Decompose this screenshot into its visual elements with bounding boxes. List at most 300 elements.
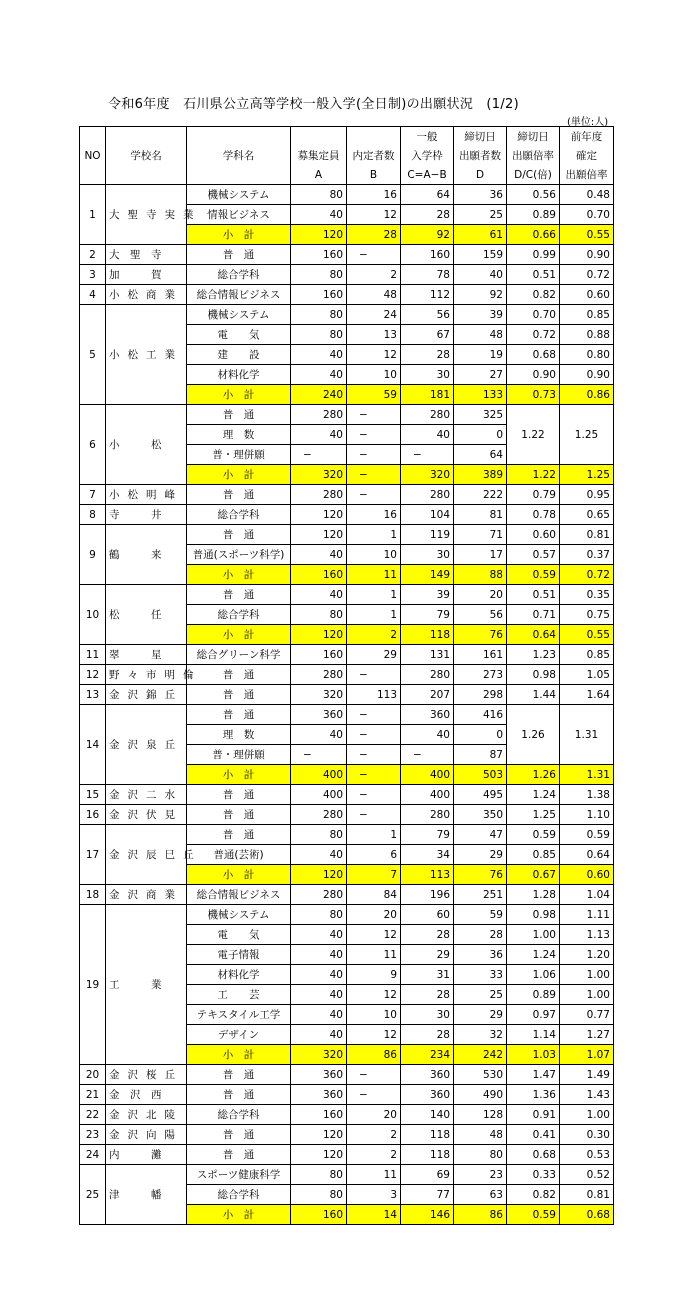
cell-f: 1.43 <box>560 1085 614 1105</box>
header-b-top <box>347 127 401 147</box>
cell-school <box>106 685 187 705</box>
cell-b: 3 <box>347 1185 401 1205</box>
header-e0: 締切日 <box>507 127 560 147</box>
table-row <box>80 885 614 905</box>
cell-no: 19 <box>80 905 106 1065</box>
cell-f: 1.27 <box>560 1025 614 1045</box>
cell-b: − <box>347 765 401 785</box>
cell-f: 0.72 <box>560 265 614 285</box>
cell-e: 0.64 <box>507 625 560 645</box>
cell-c: 360 <box>401 705 454 725</box>
cell-no: 3 <box>80 265 106 285</box>
cell-a: 120 <box>291 1125 347 1145</box>
cell-a: 280 <box>291 805 347 825</box>
cell-a: 160 <box>291 245 347 265</box>
cell-a: 40 <box>291 205 347 225</box>
cell-a: 80 <box>291 305 347 325</box>
school-name: 鶴 来 <box>109 548 162 561</box>
cell-dept: テキスタイル工学 <box>187 1005 291 1025</box>
cell-b: − <box>347 245 401 265</box>
cell-a: 40 <box>291 345 347 365</box>
cell-e: 1.14 <box>507 1025 560 1045</box>
table-header <box>80 127 614 185</box>
cell-no: 12 <box>80 665 106 685</box>
cell-dept: 普 通 <box>187 405 291 425</box>
cell-e: 0.59 <box>507 565 560 585</box>
cell-f: 1.38 <box>560 785 614 805</box>
table-row <box>80 525 614 545</box>
cell-d: 222 <box>454 485 507 505</box>
cell-f: 0.95 <box>560 485 614 505</box>
cell-c: 207 <box>401 685 454 705</box>
cell-e: 0.82 <box>507 285 560 305</box>
cell-f: 0.48 <box>560 185 614 205</box>
cell-f: 1.10 <box>560 805 614 825</box>
cell-b: 12 <box>347 1025 401 1045</box>
cell-f: 0.55 <box>560 225 614 245</box>
cell-dept: 小 計 <box>187 465 291 485</box>
cell-a: 40 <box>291 585 347 605</box>
cell-b: 16 <box>347 185 401 205</box>
cell-e: 0.51 <box>507 265 560 285</box>
cell-no: 7 <box>80 485 106 505</box>
cell-a: 400 <box>291 765 347 785</box>
cell-school <box>106 405 187 485</box>
cell-dept: 普・理併願 <box>187 445 291 465</box>
cell-c: 28 <box>401 345 454 365</box>
cell-b: 12 <box>347 925 401 945</box>
cell-b: 48 <box>347 285 401 305</box>
cell-school <box>106 285 187 305</box>
cell-f: 0.68 <box>560 1205 614 1225</box>
school-name: 金沢桜丘 <box>109 1068 183 1081</box>
header-d1: 出願者数 <box>454 146 507 165</box>
cell-c: 79 <box>401 605 454 625</box>
cell-school <box>106 1125 187 1145</box>
header-no: NO <box>80 127 106 185</box>
cell-f: 1.07 <box>560 1045 614 1065</box>
cell-e: 0.90 <box>507 365 560 385</box>
cell-c: 30 <box>401 1005 454 1025</box>
cell-c: 196 <box>401 885 454 905</box>
cell-d: 133 <box>454 385 507 405</box>
cell-dept: 総合学科 <box>187 1105 291 1125</box>
cell-c: 234 <box>401 1045 454 1065</box>
cell-d: 161 <box>454 645 507 665</box>
cell-c: 28 <box>401 925 454 945</box>
cell-e: 1.26 <box>507 765 560 785</box>
cell-school <box>106 805 187 825</box>
cell-a: 40 <box>291 725 347 745</box>
cell-a: 160 <box>291 285 347 305</box>
cell-d: 48 <box>454 1125 507 1145</box>
cell-f: 1.00 <box>560 985 614 1005</box>
cell-a: 40 <box>291 425 347 445</box>
cell-c: 280 <box>401 665 454 685</box>
cell-f: 0.85 <box>560 645 614 665</box>
header-a1: 募集定員 <box>291 146 347 165</box>
header-b2: B <box>347 165 401 185</box>
cell-c: 280 <box>401 485 454 505</box>
cell-f: 1.25 <box>560 405 614 465</box>
cell-a: 40 <box>291 1005 347 1025</box>
cell-f: 1.05 <box>560 665 614 685</box>
table-row <box>80 585 614 605</box>
cell-dept: 普 通 <box>187 1125 291 1145</box>
cell-a: 80 <box>291 1185 347 1205</box>
cell-no: 16 <box>80 805 106 825</box>
cell-a: 40 <box>291 985 347 1005</box>
cell-c: 112 <box>401 285 454 305</box>
cell-c: 28 <box>401 205 454 225</box>
school-name: 工 業 <box>109 978 162 991</box>
cell-dept: 普 通 <box>187 805 291 825</box>
cell-d: 490 <box>454 1085 507 1105</box>
cell-f: 1.31 <box>560 765 614 785</box>
cell-c: 78 <box>401 265 454 285</box>
cell-b: 59 <box>347 385 401 405</box>
cell-d: 273 <box>454 665 507 685</box>
table-row <box>80 705 614 725</box>
cell-dept: 材料化学 <box>187 365 291 385</box>
header-a2: A <box>291 165 347 185</box>
cell-school <box>106 305 187 405</box>
cell-a: 120 <box>291 525 347 545</box>
cell-no: 24 <box>80 1145 106 1165</box>
school-name: 加 賀 <box>109 268 162 281</box>
school-name: 野々市明倫 <box>109 668 202 681</box>
cell-c: 160 <box>401 245 454 265</box>
cell-dept: 電 気 <box>187 925 291 945</box>
cell-dept: 普 通 <box>187 785 291 805</box>
cell-f: 0.70 <box>560 205 614 225</box>
cell-a: 80 <box>291 605 347 625</box>
cell-d: 76 <box>454 625 507 645</box>
cell-c: 56 <box>401 305 454 325</box>
cell-e: 0.71 <box>507 605 560 625</box>
cell-f: 1.25 <box>560 465 614 485</box>
cell-b: 12 <box>347 985 401 1005</box>
cell-f: 0.35 <box>560 585 614 605</box>
cell-b: − <box>347 665 401 685</box>
cell-c: 28 <box>401 985 454 1005</box>
cell-f: 0.86 <box>560 385 614 405</box>
cell-no: 1 <box>80 185 106 245</box>
cell-c: 113 <box>401 865 454 885</box>
cell-e: 0.79 <box>507 485 560 505</box>
cell-e: 1.44 <box>507 685 560 705</box>
school-name: 金沢辰巳丘 <box>109 848 202 861</box>
cell-c: 77 <box>401 1185 454 1205</box>
cell-f: 0.60 <box>560 285 614 305</box>
cell-dept: 総合学科 <box>187 265 291 285</box>
cell-e: 1.00 <box>507 925 560 945</box>
cell-e: 0.56 <box>507 185 560 205</box>
cell-d: 242 <box>454 1045 507 1065</box>
cell-d: 40 <box>454 265 507 285</box>
cell-e: 0.59 <box>507 1205 560 1225</box>
cell-school <box>106 825 202 885</box>
cell-c: 64 <box>401 185 454 205</box>
table-row <box>80 1165 614 1185</box>
table-row <box>80 185 614 205</box>
cell-e: 0.33 <box>507 1165 560 1185</box>
cell-b: 10 <box>347 1005 401 1025</box>
cell-school <box>106 485 187 505</box>
header-f1: 確定 <box>560 146 614 165</box>
cell-c: 67 <box>401 325 454 345</box>
school-name: 小松商業 <box>109 288 183 301</box>
cell-a: 360 <box>291 705 347 725</box>
application-status-table <box>79 126 614 1225</box>
school-name: 小 松 <box>109 438 162 451</box>
cell-a: 280 <box>291 485 347 505</box>
cell-f: 0.64 <box>560 845 614 865</box>
table-row <box>80 305 614 325</box>
cell-b: 113 <box>347 685 401 705</box>
cell-e: 0.98 <box>507 665 560 685</box>
cell-b: 2 <box>347 625 401 645</box>
cell-school <box>106 185 202 245</box>
cell-f: 0.85 <box>560 305 614 325</box>
cell-c: 118 <box>401 625 454 645</box>
cell-d: 25 <box>454 205 507 225</box>
cell-a: 400 <box>291 785 347 805</box>
cell-a: 280 <box>291 405 347 425</box>
header-e2: D/C(倍) <box>507 165 560 185</box>
cell-f: 1.13 <box>560 925 614 945</box>
cell-dept: 普 通 <box>187 665 291 685</box>
cell-b: 16 <box>347 505 401 525</box>
table-row <box>80 265 614 285</box>
cell-b: − <box>347 725 401 745</box>
cell-dept: 普 通 <box>187 485 291 505</box>
cell-d: 64 <box>454 445 507 465</box>
cell-c: 131 <box>401 645 454 665</box>
cell-f: 1.64 <box>560 685 614 705</box>
cell-school <box>106 1065 187 1085</box>
cell-d: 0 <box>454 425 507 445</box>
cell-d: 61 <box>454 225 507 245</box>
cell-d: 87 <box>454 745 507 765</box>
cell-e: 0.91 <box>507 1105 560 1125</box>
cell-dept: 普 通 <box>187 585 291 605</box>
cell-a: 40 <box>291 365 347 385</box>
cell-e: 1.23 <box>507 645 560 665</box>
cell-dept: 普 通 <box>187 525 291 545</box>
cell-dept: 理 数 <box>187 425 291 445</box>
cell-no: 21 <box>80 1085 106 1105</box>
header-c0: 一般 <box>401 127 454 147</box>
cell-f: 0.81 <box>560 525 614 545</box>
cell-school <box>106 905 187 1065</box>
cell-school <box>106 1165 187 1225</box>
cell-a: 80 <box>291 185 347 205</box>
cell-no: 6 <box>80 405 106 485</box>
cell-e: 0.82 <box>507 1185 560 1205</box>
cell-c: 30 <box>401 365 454 385</box>
cell-d: 19 <box>454 345 507 365</box>
cell-a: 120 <box>291 865 347 885</box>
cell-school <box>106 885 187 905</box>
cell-no: 13 <box>80 685 106 705</box>
cell-b: 14 <box>347 1205 401 1225</box>
cell-no: 20 <box>80 1065 106 1085</box>
cell-e: 1.28 <box>507 885 560 905</box>
cell-a: 360 <box>291 1085 347 1105</box>
cell-d: 32 <box>454 1025 507 1045</box>
table-row <box>80 825 614 845</box>
cell-d: 81 <box>454 505 507 525</box>
cell-b: 12 <box>347 345 401 365</box>
cell-e: 0.66 <box>507 225 560 245</box>
cell-d: 76 <box>454 865 507 885</box>
cell-no: 25 <box>80 1165 106 1225</box>
cell-f: 0.80 <box>560 345 614 365</box>
cell-dept: 普 通 <box>187 1145 291 1165</box>
cell-dept: 総合学科 <box>187 1185 291 1205</box>
cell-c: 69 <box>401 1165 454 1185</box>
cell-school <box>106 1085 187 1105</box>
cell-dept: 建 設 <box>187 345 291 365</box>
cell-a: 280 <box>291 885 347 905</box>
cell-no: 11 <box>80 645 106 665</box>
cell-b: 6 <box>347 845 401 865</box>
cell-f: 0.65 <box>560 505 614 525</box>
cell-school <box>106 505 187 525</box>
cell-d: 503 <box>454 765 507 785</box>
header-e1: 出願倍率 <box>507 146 560 165</box>
cell-dept: 普通(芸術) <box>187 845 291 865</box>
cell-d: 325 <box>454 405 507 425</box>
cell-d: 298 <box>454 685 507 705</box>
school-name: 金沢向陽 <box>109 1128 183 1141</box>
cell-e: 0.67 <box>507 865 560 885</box>
cell-school <box>106 645 187 665</box>
cell-a: 320 <box>291 465 347 485</box>
cell-b: 20 <box>347 905 401 925</box>
header-f0: 前年度 <box>560 127 614 147</box>
cell-f: 1.20 <box>560 945 614 965</box>
table-row <box>80 685 614 705</box>
cell-c: 30 <box>401 545 454 565</box>
cell-f: 1.00 <box>560 965 614 985</box>
cell-a: 40 <box>291 1025 347 1045</box>
cell-f: 0.37 <box>560 545 614 565</box>
cell-b: 2 <box>347 1145 401 1165</box>
cell-d: 86 <box>454 1205 507 1225</box>
cell-school <box>106 1145 187 1165</box>
cell-d: 80 <box>454 1145 507 1165</box>
cell-dept: 普 通 <box>187 1065 291 1085</box>
school-name: 津 幡 <box>109 1188 162 1201</box>
cell-e: 1.24 <box>507 785 560 805</box>
cell-b: 13 <box>347 325 401 345</box>
cell-a: 80 <box>291 265 347 285</box>
cell-dept: デザイン <box>187 1025 291 1045</box>
cell-d: 350 <box>454 805 507 825</box>
cell-b: − <box>347 405 401 425</box>
table-row <box>80 665 614 685</box>
cell-b: 10 <box>347 365 401 385</box>
cell-no: 17 <box>80 825 106 885</box>
cell-dept: 総合情報ビジネス <box>187 885 291 905</box>
table-row <box>80 1105 614 1125</box>
school-name: 金 沢 西 <box>109 1088 162 1101</box>
cell-a: 240 <box>291 385 347 405</box>
cell-e: 1.25 <box>507 805 560 825</box>
cell-d: 59 <box>454 905 507 925</box>
cell-e: 0.78 <box>507 505 560 525</box>
cell-d: 56 <box>454 605 507 625</box>
cell-school <box>106 525 187 585</box>
cell-a: 120 <box>291 505 347 525</box>
cell-dept: 小 計 <box>187 385 291 405</box>
table-row <box>80 285 614 305</box>
cell-c: 146 <box>401 1205 454 1225</box>
unit-label: (単位:人) <box>567 117 609 128</box>
cell-d: 495 <box>454 785 507 805</box>
cell-dept: 小 計 <box>187 565 291 585</box>
cell-dept: 電 気 <box>187 325 291 345</box>
cell-b: 10 <box>347 545 401 565</box>
cell-f: 0.81 <box>560 1185 614 1205</box>
cell-a: 120 <box>291 625 347 645</box>
cell-b: 20 <box>347 1105 401 1125</box>
cell-e: 0.59 <box>507 825 560 845</box>
header-d0: 締切日 <box>454 127 507 147</box>
cell-dept: 小 計 <box>187 765 291 785</box>
cell-c: 400 <box>401 765 454 785</box>
cell-c: 181 <box>401 385 454 405</box>
table-row <box>80 245 614 265</box>
school-name: 寺 井 <box>109 508 162 521</box>
school-name: 金沢商業 <box>109 888 183 901</box>
cell-school <box>106 245 187 265</box>
cell-d: 39 <box>454 305 507 325</box>
cell-d: 17 <box>454 545 507 565</box>
cell-b: − <box>347 425 401 445</box>
cell-b: 11 <box>347 565 401 585</box>
cell-b: 24 <box>347 305 401 325</box>
school-name: 金沢泉丘 <box>109 738 183 751</box>
cell-e: 0.89 <box>507 985 560 1005</box>
header-c1: 入学枠 <box>401 146 454 165</box>
cell-e: 0.41 <box>507 1125 560 1145</box>
cell-e: 0.51 <box>507 585 560 605</box>
cell-d: 128 <box>454 1105 507 1125</box>
cell-c: 104 <box>401 505 454 525</box>
cell-f: 0.60 <box>560 865 614 885</box>
cell-no: 15 <box>80 785 106 805</box>
cell-b: − <box>347 745 401 765</box>
cell-dept: 情報ビジネス <box>187 205 291 225</box>
cell-dept: 普通(スポーツ科学) <box>187 545 291 565</box>
cell-school <box>106 665 202 685</box>
table-row <box>80 1145 614 1165</box>
cell-d: 23 <box>454 1165 507 1185</box>
cell-c: − <box>401 745 454 765</box>
cell-a: 320 <box>291 685 347 705</box>
cell-no: 23 <box>80 1125 106 1145</box>
cell-no: 4 <box>80 285 106 305</box>
cell-dept: 機械システム <box>187 905 291 925</box>
cell-a: 80 <box>291 1165 347 1185</box>
cell-dept: 総合グリーン科学 <box>187 645 291 665</box>
cell-a: 40 <box>291 925 347 945</box>
cell-b: − <box>347 1065 401 1085</box>
school-name: 金沢北陵 <box>109 1108 183 1121</box>
